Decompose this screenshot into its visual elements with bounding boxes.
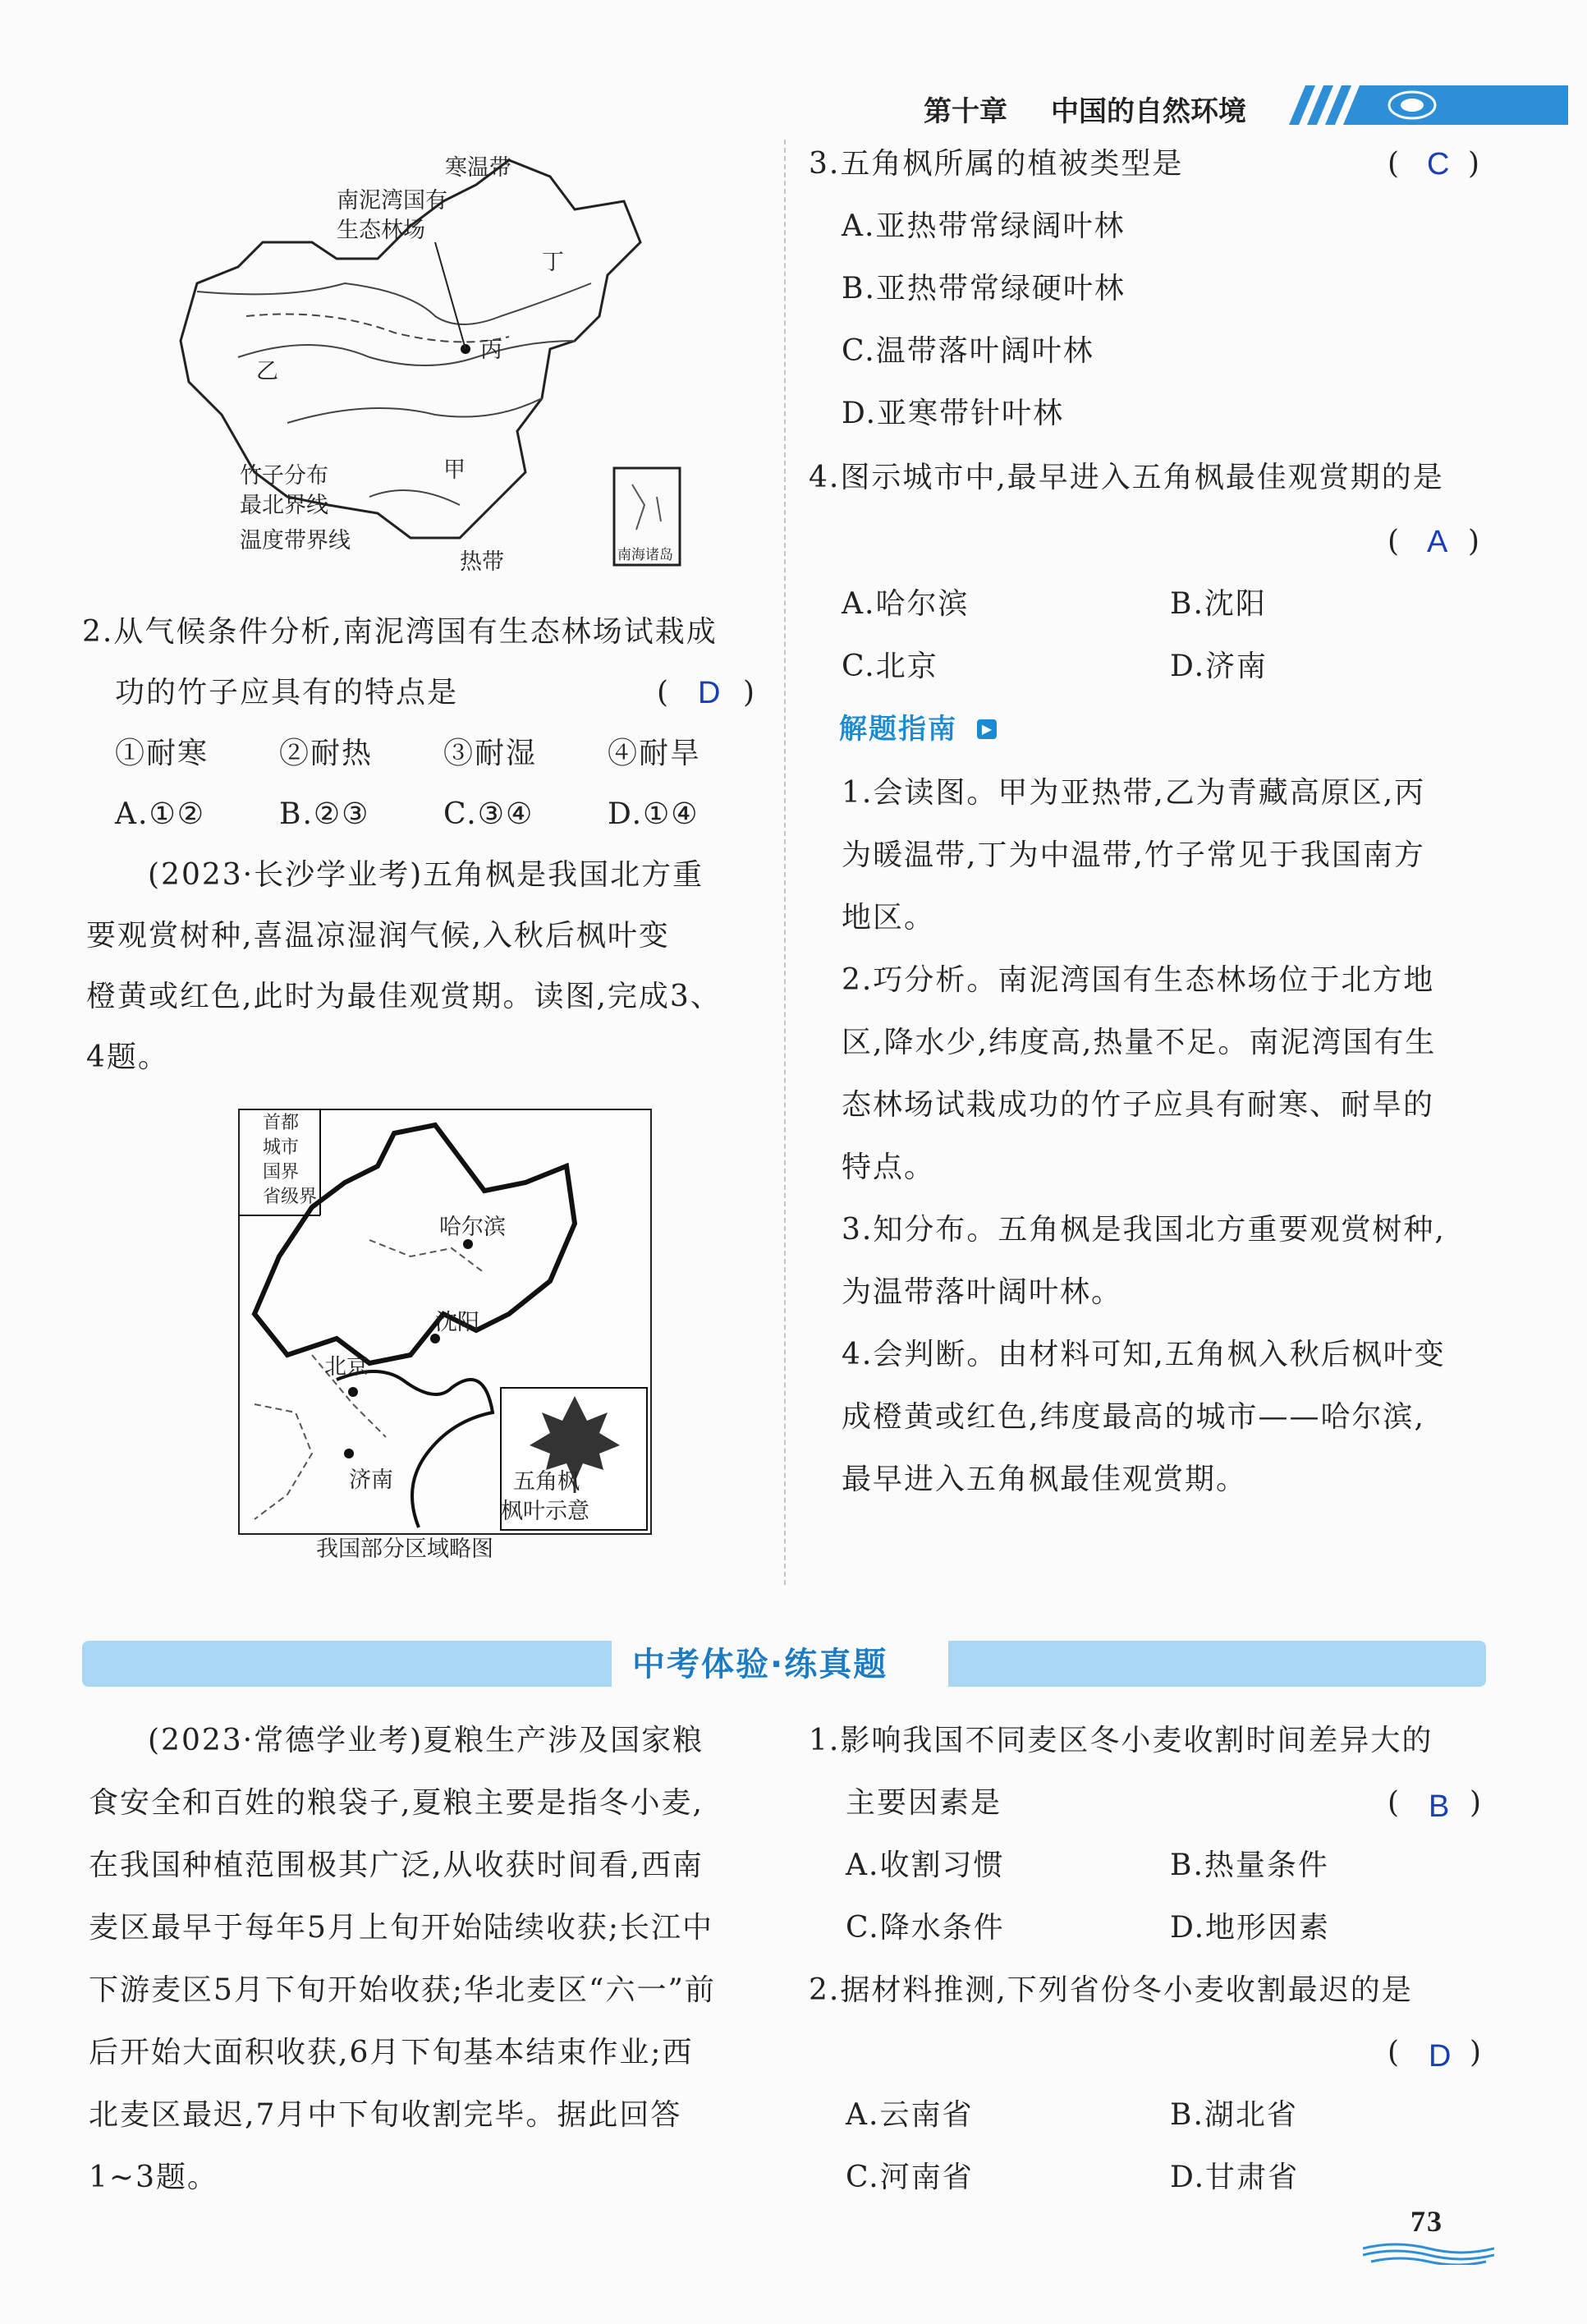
guide-line-4: 2.巧分析。南泥湾国有生态林场位于北方地 <box>842 963 1435 997</box>
p1-choice-d: D.地形因素 <box>1170 1911 1331 1945</box>
q2-choice-d: D.①④ <box>608 797 699 831</box>
chapter-number: 第十章 <box>924 95 1007 128</box>
q2-option-3: ③耐湿 <box>443 737 538 770</box>
p2-choice-d: D.甘肃省 <box>1170 2161 1300 2194</box>
label-jia: 甲 <box>443 457 466 483</box>
q4-choice-a: A.哈尔滨 <box>842 587 970 621</box>
q3-answer: C <box>1427 147 1452 181</box>
q2-paren-open: ( <box>657 676 671 710</box>
page-number: 73 <box>1410 2205 1443 2238</box>
p2-choice-c: C.河南省 <box>846 2161 974 2194</box>
legend-bamboo-1: 竹子分布 <box>240 463 328 489</box>
guide-line-6: 态林场试栽成功的竹子应具有耐寒、耐旱的 <box>842 1088 1435 1122</box>
page-number-wave-decoration <box>1363 2240 1494 2265</box>
city-jinan: 济南 <box>349 1467 393 1493</box>
maple-inset-label-2: 枫叶示意 <box>501 1499 589 1524</box>
p1-paren-close: ) <box>1470 1786 1484 1820</box>
material-a-line-1: (2023·长沙学业考)五角枫是我国北方重 <box>148 858 704 892</box>
material-a-line-2: 要观赏树种,喜温凉湿润气候,入秋后枫叶变 <box>86 919 670 953</box>
material-a-line-3: 橙黄或红色,此时为最佳观赏期。读图,完成3、 <box>86 980 722 1013</box>
p1-choice-a: A.收割习惯 <box>846 1849 1005 1882</box>
q2-option-1: ①耐寒 <box>115 737 209 770</box>
guide-line-10: 4.会判断。由材料可知,五角枫入秋后枫叶变 <box>842 1338 1446 1371</box>
q4-choice-d: D.济南 <box>1170 650 1268 683</box>
label-ding: 丁 <box>542 250 564 275</box>
p1-answer: B <box>1429 1789 1452 1824</box>
p2-answer: D <box>1429 2039 1453 2074</box>
label-nanniwan-2: 生态林场 <box>337 218 425 243</box>
material-b-line-8: 1~3题。 <box>89 2161 218 2194</box>
material-a-line-4: 4题。 <box>86 1040 169 1074</box>
guide-line-11: 成橙黄或红色,纬度最高的城市——哈尔滨, <box>842 1400 1425 1434</box>
column-divider <box>784 140 786 1585</box>
q2-paren-close: ) <box>743 676 757 710</box>
guide-line-7: 特点。 <box>842 1151 936 1184</box>
city-shenyang: 沈阳 <box>435 1310 479 1335</box>
p1-paren-open: ( <box>1387 1786 1401 1820</box>
q4-stem: 4.图示城市中,最早进入五角枫最佳观赏期的是 <box>809 461 1444 494</box>
material-b-line-4: 麦区最早于每年5月上旬开始陆续收获;长江中 <box>89 1911 714 1945</box>
city-beijing: 北京 <box>324 1354 369 1380</box>
material-b-line-6: 后开始大面积收获,6月下旬基本结束作业;西 <box>89 2036 694 2069</box>
p1-choice-b: B.热量条件 <box>1170 1849 1329 1882</box>
q4-answer: A <box>1427 525 1450 559</box>
map2-legend-border: 国界 <box>263 1162 300 1183</box>
guide-line-9: 为温带落叶阔叶林。 <box>842 1275 1123 1309</box>
china-temperature-zone-map <box>164 152 690 587</box>
q2-choice-a: A.①② <box>115 797 205 831</box>
guide-line-1: 1.会读图。甲为亚热带,乙为青藏高原区,丙 <box>842 776 1426 810</box>
p2-choice-b: B.湖北省 <box>1170 2098 1298 2132</box>
header-stripe-decoration <box>1289 85 1568 125</box>
q3-choice-d: D.亚寒带针叶林 <box>842 397 1065 430</box>
label-yi: 乙 <box>256 359 278 384</box>
material-b-line-3: 在我国种植范围极其广泛,从收获时间看,西南 <box>89 1849 704 1882</box>
p1-line-1: 1.影响我国不同麦区冬小麦收割时间差异大的 <box>809 1724 1433 1757</box>
chapter-header <box>903 82 1568 128</box>
p1-line-2: 主要因素是 <box>846 1786 1002 1820</box>
p1-choice-c: C.降水条件 <box>846 1911 1005 1945</box>
guide-line-8: 3.知分布。五角枫是我国北方重要观赏树种, <box>842 1213 1446 1247</box>
p2-stem: 2.据材料推测,下列省份冬小麦收割最迟的是 <box>809 1973 1413 2007</box>
material-b-line-5: 下游麦区5月下旬开始收获;华北麦区“六一”前 <box>89 1973 716 2007</box>
q2-option-4: ④耐旱 <box>608 737 702 770</box>
q3-stem: 3.五角枫所属的植被类型是 <box>809 147 1184 181</box>
map2-caption: 我国部分区域略图 <box>316 1536 493 1562</box>
material-b-line-1: (2023·常德学业考)夏粮生产涉及国家粮 <box>148 1724 704 1757</box>
map2-legend-city: 城市 <box>263 1137 300 1158</box>
q3-paren-open: ( <box>1387 147 1401 181</box>
section-title: 中考体验·练真题 <box>632 1646 888 1683</box>
q4-paren-close: ) <box>1468 525 1482 558</box>
guide-line-12: 最早进入五角枫最佳观赏期。 <box>842 1463 1248 1496</box>
label-south-sea-islands: 南海诸岛 <box>617 547 673 563</box>
label-nanniwan: 南泥湾国有 <box>337 188 447 214</box>
guide-line-3: 地区。 <box>842 901 936 935</box>
q4-paren-open: ( <box>1387 525 1401 558</box>
label-cold-temperate: 寒温带 <box>445 155 511 181</box>
p2-paren-open: ( <box>1387 2036 1401 2069</box>
guide-arrow-icon: ▶ <box>977 719 997 739</box>
q2-option-2: ②耐热 <box>279 737 374 770</box>
q3-choice-b: B.亚热带常绿硬叶林 <box>842 272 1126 305</box>
guide-line-5: 区,降水少,纬度高,热量不足。南泥湾国有生 <box>842 1026 1437 1059</box>
p2-choice-a: A.云南省 <box>846 2098 974 2132</box>
q4-choice-c: C.北京 <box>842 650 938 683</box>
q4-choice-b: B.沈阳 <box>1170 587 1267 621</box>
map2-legend-capital: 首都 <box>263 1113 300 1133</box>
q3-paren-close: ) <box>1468 147 1482 181</box>
material-b-line-7: 北麦区最迟,7月中下旬收割完毕。据此回答 <box>89 2098 682 2132</box>
maple-inset-label-1: 五角枫 <box>513 1469 580 1495</box>
q2-choice-c: C.③④ <box>443 797 534 831</box>
q2-answer: D <box>698 676 722 710</box>
map2-legend-province: 省级界 <box>263 1187 318 1207</box>
guide-title: 解题指南 <box>839 713 957 746</box>
q3-choice-a: A.亚热带常绿阔叶林 <box>842 209 1126 243</box>
chapter-title: 中国的自然环境 <box>1051 95 1246 128</box>
q2-choice-b: B.②③ <box>279 797 370 831</box>
p2-paren-close: ) <box>1470 2036 1484 2069</box>
q2-line-1: 2.从气候条件分析,南泥湾国有生态林场试栽成 <box>82 615 718 649</box>
legend-bamboo-2: 最北界线 <box>240 493 328 518</box>
material-b-line-2: 食安全和百姓的粮袋子,夏粮主要是指冬小麦, <box>89 1786 704 1820</box>
guide-line-2: 为暖温带,丁为中温带,竹子常见于我国南方 <box>842 838 1425 872</box>
label-tropical: 热带 <box>460 549 504 575</box>
q2-line-2: 功的竹子应具有的特点是 <box>115 676 459 710</box>
q3-choice-c: C.温带落叶阔叶林 <box>842 334 1094 368</box>
legend-temperature-zone: 温度带界线 <box>240 528 351 553</box>
label-bing: 丙 <box>480 338 502 363</box>
city-harbin: 哈尔滨 <box>439 1215 506 1240</box>
